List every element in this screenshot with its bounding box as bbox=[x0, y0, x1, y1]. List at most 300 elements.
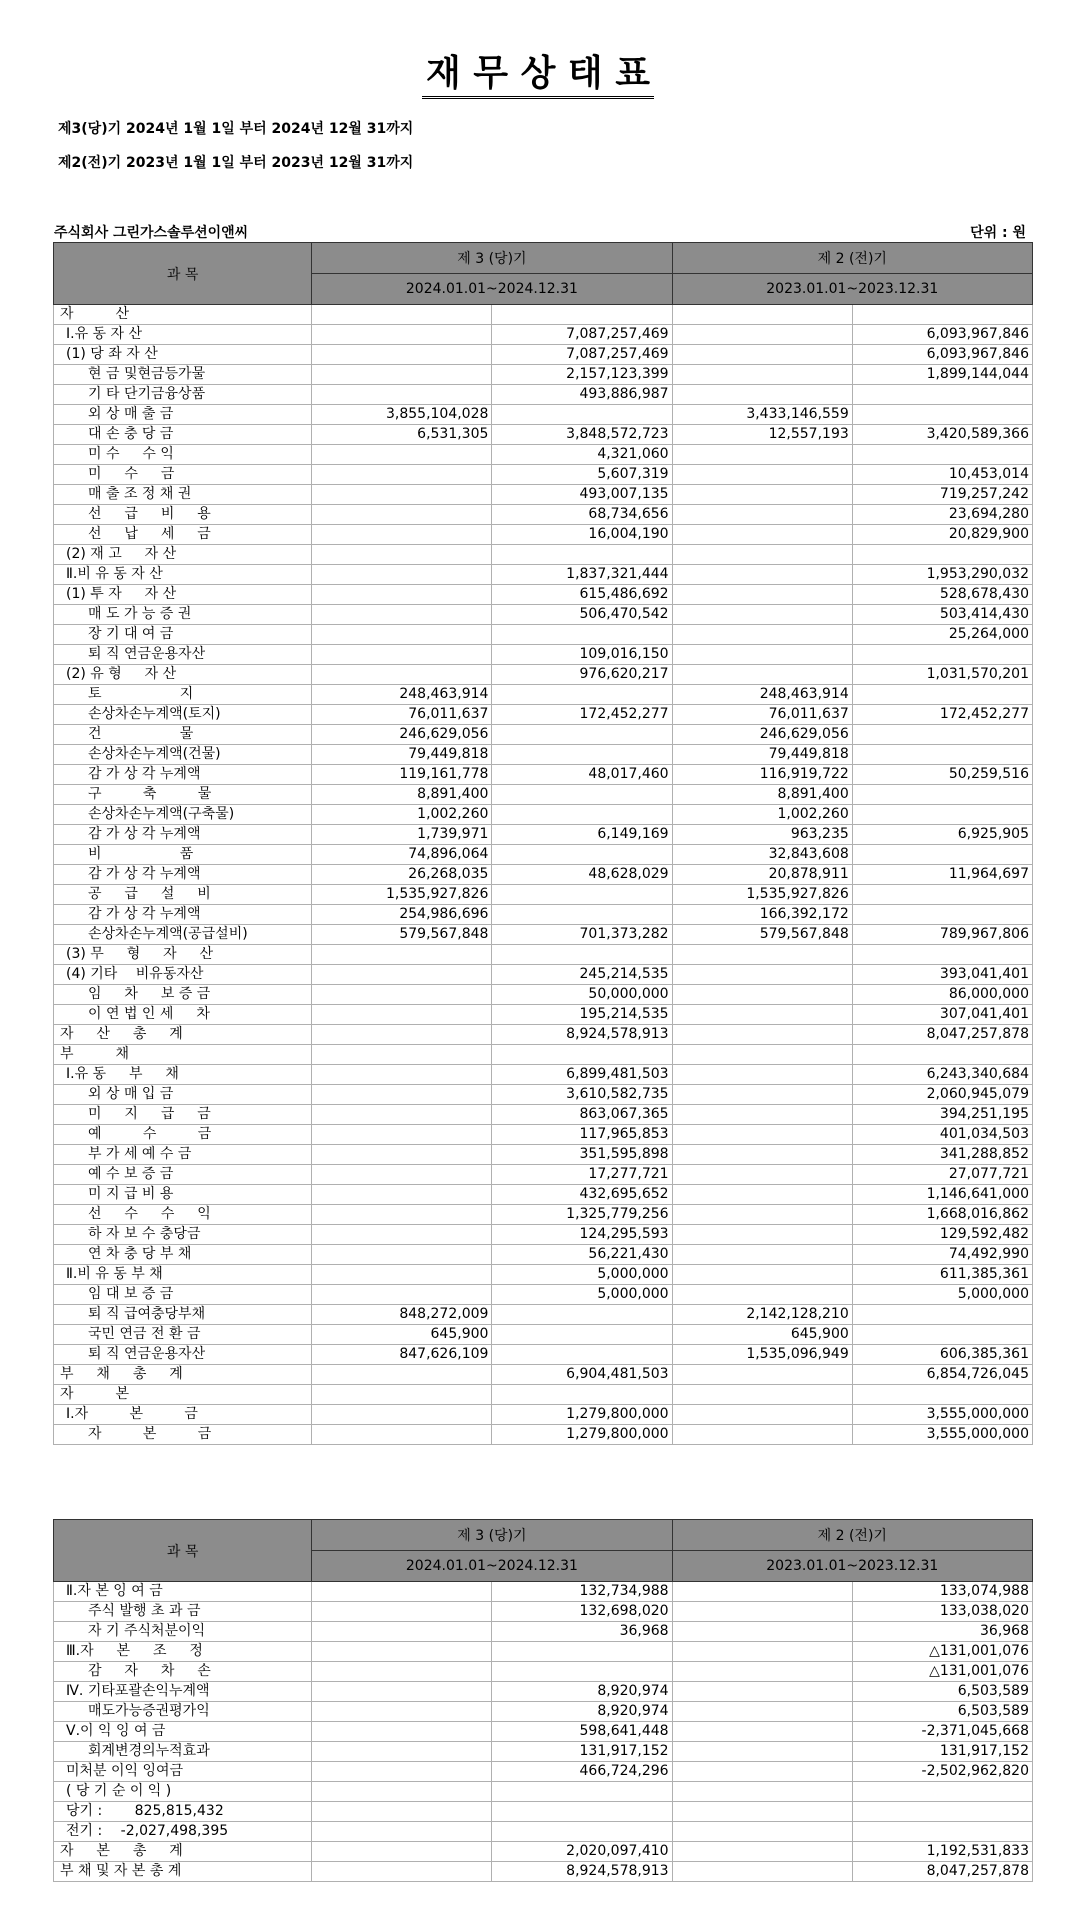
prior-detail-cell bbox=[672, 965, 852, 985]
prior-total-cell bbox=[852, 945, 1032, 965]
prior-total-cell: 129,592,482 bbox=[852, 1225, 1032, 1245]
account-label: 선 납 세 금 bbox=[54, 525, 312, 545]
current-total-cell: 3,610,582,735 bbox=[492, 1085, 672, 1105]
table-row bbox=[54, 545, 1033, 565]
header-current-term: 제 3 (당)기 bbox=[312, 243, 672, 274]
current-detail-cell: 1,002,260 bbox=[312, 805, 492, 825]
prior-total-cell bbox=[852, 445, 1032, 465]
current-detail-cell: 248,463,914 bbox=[312, 685, 492, 705]
current-total-cell: 131,917,152 bbox=[492, 1742, 672, 1762]
prior-total-cell bbox=[852, 785, 1032, 805]
current-total-cell: 506,470,542 bbox=[492, 605, 672, 625]
account-label: 미처분 이익 잉여금 bbox=[54, 1762, 312, 1782]
table-row bbox=[54, 1205, 1033, 1225]
current-detail-cell: 8,891,400 bbox=[312, 785, 492, 805]
prior-detail-cell bbox=[672, 1762, 852, 1782]
prior-total-cell: -2,502,962,820 bbox=[852, 1762, 1032, 1782]
current-detail-cell bbox=[312, 1602, 492, 1622]
prior-detail-cell bbox=[672, 525, 852, 545]
prior-detail-cell bbox=[672, 1385, 852, 1405]
table-row bbox=[54, 1365, 1033, 1385]
table-row bbox=[54, 785, 1033, 805]
prior-total-cell bbox=[852, 1325, 1032, 1345]
current-detail-cell: 6,531,305 bbox=[312, 425, 492, 445]
current-total-cell: 2,020,097,410 bbox=[492, 1842, 672, 1862]
table-row bbox=[54, 1722, 1033, 1742]
current-detail-cell bbox=[312, 1642, 492, 1662]
table-row bbox=[54, 1662, 1033, 1682]
table-row bbox=[54, 365, 1033, 385]
current-total-cell bbox=[492, 745, 672, 765]
account-label: 자 본 총 계 bbox=[54, 1842, 312, 1862]
prior-detail-cell bbox=[672, 585, 852, 605]
prior-total-cell: 307,041,401 bbox=[852, 1005, 1032, 1025]
prior-total-cell: 503,414,430 bbox=[852, 605, 1032, 625]
prior-detail-cell bbox=[672, 985, 852, 1005]
prior-total-cell: 27,077,721 bbox=[852, 1165, 1032, 1185]
account-label: 부 채 bbox=[54, 1045, 312, 1065]
prior-total-cell bbox=[852, 745, 1032, 765]
current-total-cell: 4,321,060 bbox=[492, 445, 672, 465]
current-detail-cell bbox=[312, 445, 492, 465]
account-label: 자 기 주식처분이익 bbox=[54, 1622, 312, 1642]
account-label: Ⅱ.자 본 잉 여 금 bbox=[54, 1582, 312, 1602]
current-total-cell bbox=[492, 405, 672, 425]
table-row bbox=[54, 805, 1033, 825]
current-detail-cell bbox=[312, 1762, 492, 1782]
account-label: 국민 연금 전 환 금 bbox=[54, 1325, 312, 1345]
current-detail-cell bbox=[312, 565, 492, 585]
prior-detail-cell: 2,142,128,210 bbox=[672, 1305, 852, 1325]
table-row bbox=[54, 1105, 1033, 1125]
table-row bbox=[54, 405, 1033, 425]
current-detail-cell bbox=[312, 1782, 492, 1802]
prior-total-cell: 606,385,361 bbox=[852, 1345, 1032, 1365]
account-label: 미 지 급 금 bbox=[54, 1105, 312, 1125]
prior-total-cell: 8,047,257,878 bbox=[852, 1025, 1032, 1045]
account-label: Ⅰ.자 본 금 bbox=[54, 1405, 312, 1425]
current-detail-cell bbox=[312, 1862, 492, 1882]
current-detail-cell bbox=[312, 585, 492, 605]
balance-sheet-table-1 bbox=[53, 242, 1033, 1445]
table-row bbox=[54, 1085, 1033, 1105]
prior-detail-cell: 963,235 bbox=[672, 825, 852, 845]
prior-detail-cell bbox=[672, 665, 852, 685]
prior-detail-cell: 8,891,400 bbox=[672, 785, 852, 805]
table-row bbox=[54, 705, 1033, 725]
current-total-cell: 598,641,448 bbox=[492, 1722, 672, 1742]
prior-total-cell: 5,000,000 bbox=[852, 1285, 1032, 1305]
current-detail-cell: 76,011,637 bbox=[312, 705, 492, 725]
prior-total-cell bbox=[852, 1822, 1032, 1842]
account-label: 부 가 세 예 수 금 bbox=[54, 1145, 312, 1165]
current-total-cell bbox=[492, 1385, 672, 1405]
current-detail-cell: 119,161,778 bbox=[312, 765, 492, 785]
prior-total-cell: 6,243,340,684 bbox=[852, 1065, 1032, 1085]
account-label: ( 당 기 순 이 익 ) bbox=[54, 1782, 312, 1802]
prior-detail-cell bbox=[672, 485, 852, 505]
current-total-cell bbox=[492, 1822, 672, 1842]
current-total-cell bbox=[492, 1305, 672, 1325]
prior-total-cell: 6,503,589 bbox=[852, 1702, 1032, 1722]
current-total-cell bbox=[492, 725, 672, 745]
current-total-cell: 1,279,800,000 bbox=[492, 1425, 672, 1445]
table-row bbox=[54, 485, 1033, 505]
prior-total-cell: 341,288,852 bbox=[852, 1145, 1032, 1165]
prior-detail-cell bbox=[672, 1622, 852, 1642]
current-total-cell: 195,214,535 bbox=[492, 1005, 672, 1025]
prior-total-cell bbox=[852, 1782, 1032, 1802]
prior-detail-cell bbox=[672, 1602, 852, 1622]
table-row bbox=[54, 1842, 1033, 1862]
prior-total-cell bbox=[852, 1802, 1032, 1822]
prior-total-cell: 133,074,988 bbox=[852, 1582, 1032, 1602]
prior-total-cell: 74,492,990 bbox=[852, 1245, 1032, 1265]
current-total-cell bbox=[492, 1642, 672, 1662]
table-row bbox=[54, 585, 1033, 605]
current-total-cell bbox=[492, 305, 672, 325]
current-detail-cell bbox=[312, 1085, 492, 1105]
current-detail-cell: 79,449,818 bbox=[312, 745, 492, 765]
prior-total-cell bbox=[852, 885, 1032, 905]
current-detail-cell bbox=[312, 1165, 492, 1185]
prior-detail-cell bbox=[672, 1582, 852, 1602]
table-row bbox=[54, 1025, 1033, 1045]
prior-total-cell: 10,453,014 bbox=[852, 465, 1032, 485]
current-total-cell: 701,373,282 bbox=[492, 925, 672, 945]
prior-detail-cell bbox=[672, 1165, 852, 1185]
current-total-cell: 36,968 bbox=[492, 1622, 672, 1642]
account-label: 공 급 설 비 bbox=[54, 885, 312, 905]
current-total-cell: 68,734,656 bbox=[492, 505, 672, 525]
current-total-cell bbox=[492, 945, 672, 965]
account-label: 임 차 보 증 금 bbox=[54, 985, 312, 1005]
prior-total-cell: 131,917,152 bbox=[852, 1742, 1032, 1762]
prior-detail-cell bbox=[672, 1065, 852, 1085]
current-total-cell bbox=[492, 785, 672, 805]
current-detail-cell bbox=[312, 1025, 492, 1045]
current-detail-cell bbox=[312, 1682, 492, 1702]
table-row bbox=[54, 725, 1033, 745]
prior-total-cell: 86,000,000 bbox=[852, 985, 1032, 1005]
prior-detail-cell: 76,011,637 bbox=[672, 705, 852, 725]
table-row bbox=[54, 385, 1033, 405]
prior-total-cell: 2,060,945,079 bbox=[852, 1085, 1032, 1105]
prior-detail-cell bbox=[672, 605, 852, 625]
current-total-cell: 5,000,000 bbox=[492, 1285, 672, 1305]
account-label: 외 상 매 입 금 bbox=[54, 1085, 312, 1105]
current-detail-cell bbox=[312, 1005, 492, 1025]
table-row bbox=[54, 1682, 1033, 1702]
current-detail-cell: 848,272,009 bbox=[312, 1305, 492, 1325]
table-row bbox=[54, 1325, 1033, 1345]
table-row bbox=[54, 305, 1033, 325]
table-row bbox=[54, 665, 1033, 685]
current-detail-cell bbox=[312, 465, 492, 485]
table-row bbox=[54, 625, 1033, 645]
table-row bbox=[54, 1345, 1033, 1365]
current-total-cell bbox=[492, 625, 672, 645]
current-detail-cell bbox=[312, 1405, 492, 1425]
prior-total-cell: 611,385,361 bbox=[852, 1265, 1032, 1285]
current-total-cell: 6,149,169 bbox=[492, 825, 672, 845]
current-total-cell: 493,886,987 bbox=[492, 385, 672, 405]
current-total-cell bbox=[492, 545, 672, 565]
prior-detail-cell bbox=[672, 345, 852, 365]
account-label: (1) 당 좌 자 산 bbox=[54, 345, 312, 365]
current-total-cell bbox=[492, 805, 672, 825]
prior-total-cell: 6,093,967,846 bbox=[852, 345, 1032, 365]
account-label: 감 자 차 손 bbox=[54, 1662, 312, 1682]
current-total-cell: 16,004,190 bbox=[492, 525, 672, 545]
table-2-body bbox=[54, 1582, 1033, 1882]
current-total-cell: 7,087,257,469 bbox=[492, 345, 672, 365]
current-total-cell bbox=[492, 1045, 672, 1065]
prior-detail-cell: 248,463,914 bbox=[672, 685, 852, 705]
table-row bbox=[54, 1405, 1033, 1425]
prior-detail-cell bbox=[672, 1822, 852, 1842]
prior-total-cell: 36,968 bbox=[852, 1622, 1032, 1642]
current-total-cell: 2,157,123,399 bbox=[492, 365, 672, 385]
table-row bbox=[54, 345, 1033, 365]
header-prior-dates: 2023.01.01~2023.12.31 bbox=[672, 1551, 1032, 1582]
header-prior-dates: 2023.01.01~2023.12.31 bbox=[672, 274, 1032, 305]
current-detail-cell bbox=[312, 1722, 492, 1742]
current-total-cell: 1,837,321,444 bbox=[492, 565, 672, 585]
prior-detail-cell bbox=[672, 305, 852, 325]
prior-total-cell bbox=[852, 1045, 1032, 1065]
account-label: Ⅱ.비 유 동 자 산 bbox=[54, 565, 312, 585]
prior-detail-cell bbox=[672, 1045, 852, 1065]
current-total-cell: 245,214,535 bbox=[492, 965, 672, 985]
prior-detail-cell bbox=[672, 1005, 852, 1025]
table-row bbox=[54, 1245, 1033, 1265]
prior-detail-cell bbox=[672, 1405, 852, 1425]
document-title: 재 무 상 태 표 bbox=[0, 52, 1076, 99]
header-current-dates: 2024.01.01~2024.12.31 bbox=[312, 274, 672, 305]
prior-detail-cell: 246,629,056 bbox=[672, 725, 852, 745]
table-row bbox=[54, 505, 1033, 525]
prior-detail-cell bbox=[672, 1722, 852, 1742]
account-label: Ⅰ.유 동 부 채 bbox=[54, 1065, 312, 1085]
prior-total-cell: 3,420,589,366 bbox=[852, 425, 1032, 445]
account-label: 비 품 bbox=[54, 845, 312, 865]
current-detail-cell bbox=[312, 345, 492, 365]
table-row bbox=[54, 445, 1033, 465]
account-label: 손상차손누계액(토지) bbox=[54, 705, 312, 725]
prior-total-cell: 394,251,195 bbox=[852, 1105, 1032, 1125]
account-label: 퇴 직 연금운용자산 bbox=[54, 1345, 312, 1365]
current-total-cell: 8,924,578,913 bbox=[492, 1025, 672, 1045]
account-label: (1) 투 자 자 산 bbox=[54, 585, 312, 605]
current-detail-cell bbox=[312, 1245, 492, 1265]
prior-detail-cell bbox=[672, 1185, 852, 1205]
table-row bbox=[54, 1005, 1033, 1025]
account-label: 예 수 금 bbox=[54, 1125, 312, 1145]
prior-total-cell: 172,452,277 bbox=[852, 705, 1032, 725]
current-total-cell: 172,452,277 bbox=[492, 705, 672, 725]
period-prior: 제2(전)기 2023년 1월 1일 부터 2023년 12월 31까지 bbox=[58, 155, 414, 171]
prior-total-cell: 50,259,516 bbox=[852, 765, 1032, 785]
prior-total-cell bbox=[852, 1305, 1032, 1325]
current-detail-cell bbox=[312, 525, 492, 545]
prior-detail-cell bbox=[672, 645, 852, 665]
prior-total-cell: 1,953,290,032 bbox=[852, 565, 1032, 585]
account-label: 임 대 보 증 금 bbox=[54, 1285, 312, 1305]
prior-detail-cell: 1,002,260 bbox=[672, 805, 852, 825]
prior-total-cell: 528,678,430 bbox=[852, 585, 1032, 605]
account-label: 감 가 상 각 누계액 bbox=[54, 825, 312, 845]
table-row bbox=[54, 1742, 1033, 1762]
table-row bbox=[54, 1782, 1033, 1802]
current-detail-cell bbox=[312, 1185, 492, 1205]
table-row bbox=[54, 865, 1033, 885]
prior-detail-cell: 166,392,172 bbox=[672, 905, 852, 925]
account-label: 자 산 bbox=[54, 305, 312, 325]
account-label: Ⅰ.유 동 자 산 bbox=[54, 325, 312, 345]
account-label: 감 가 상 각 누계액 bbox=[54, 865, 312, 885]
prior-total-cell bbox=[852, 545, 1032, 565]
account-label: 토 지 bbox=[54, 685, 312, 705]
prior-detail-cell: 20,878,911 bbox=[672, 865, 852, 885]
account-label: (2) 유 형 자 산 bbox=[54, 665, 312, 685]
account-label: 퇴 직 급여충당부채 bbox=[54, 1305, 312, 1325]
prior-detail-cell bbox=[672, 1642, 852, 1662]
prior-detail-cell bbox=[672, 945, 852, 965]
prior-total-cell bbox=[852, 905, 1032, 925]
account-label: 자 본 bbox=[54, 1385, 312, 1405]
prior-total-cell: 3,555,000,000 bbox=[852, 1405, 1032, 1425]
current-total-cell: 863,067,365 bbox=[492, 1105, 672, 1125]
account-label: 손상차손누계액(건물) bbox=[54, 745, 312, 765]
table-row bbox=[54, 965, 1033, 985]
current-total-cell bbox=[492, 885, 672, 905]
current-total-cell: 8,920,974 bbox=[492, 1702, 672, 1722]
current-detail-cell: 74,896,064 bbox=[312, 845, 492, 865]
account-label: 감 가 상 각 누계액 bbox=[54, 905, 312, 925]
prior-detail-cell bbox=[672, 1425, 852, 1445]
current-total-cell: 466,724,296 bbox=[492, 1762, 672, 1782]
prior-total-cell: 789,967,806 bbox=[852, 925, 1032, 945]
table-row bbox=[54, 1185, 1033, 1205]
prior-detail-cell bbox=[672, 1245, 852, 1265]
table-row bbox=[54, 1145, 1033, 1165]
prior-detail-cell bbox=[672, 1205, 852, 1225]
header-prior-term: 제 2 (전)기 bbox=[672, 1520, 1032, 1551]
current-total-cell: 1,325,779,256 bbox=[492, 1205, 672, 1225]
prior-total-cell bbox=[852, 1385, 1032, 1405]
current-total-cell: 615,486,692 bbox=[492, 585, 672, 605]
current-total-cell: 493,007,135 bbox=[492, 485, 672, 505]
current-detail-cell: 1,739,971 bbox=[312, 825, 492, 845]
prior-detail-cell: 1,535,927,826 bbox=[672, 885, 852, 905]
prior-total-cell bbox=[852, 805, 1032, 825]
account-label: 선 수 수 익 bbox=[54, 1205, 312, 1225]
account-label: Ⅳ. 기타포괄손익누계액 bbox=[54, 1682, 312, 1702]
prior-detail-cell bbox=[672, 1365, 852, 1385]
current-detail-cell bbox=[312, 1225, 492, 1245]
table-row bbox=[54, 825, 1033, 845]
prior-total-cell: 6,854,726,045 bbox=[852, 1365, 1032, 1385]
table-row bbox=[54, 1602, 1033, 1622]
prior-detail-cell bbox=[672, 565, 852, 585]
account-label: 미 수 금 bbox=[54, 465, 312, 485]
current-total-cell: 5,607,319 bbox=[492, 465, 672, 485]
current-total-cell: 7,087,257,469 bbox=[492, 325, 672, 345]
current-detail-cell bbox=[312, 1145, 492, 1165]
table-row bbox=[54, 1305, 1033, 1325]
table-row bbox=[54, 1622, 1033, 1642]
current-detail-cell bbox=[312, 505, 492, 525]
current-total-cell bbox=[492, 685, 672, 705]
current-detail-cell bbox=[312, 985, 492, 1005]
current-total-cell bbox=[492, 1662, 672, 1682]
prior-detail-cell bbox=[672, 385, 852, 405]
current-total-cell: 109,016,150 bbox=[492, 645, 672, 665]
current-total-cell bbox=[492, 1802, 672, 1822]
prior-detail-cell bbox=[672, 1225, 852, 1245]
account-label: 미 수 수 익 bbox=[54, 445, 312, 465]
prior-total-cell bbox=[852, 725, 1032, 745]
current-detail-cell bbox=[312, 1622, 492, 1642]
current-total-cell: 351,595,898 bbox=[492, 1145, 672, 1165]
prior-total-cell: 11,964,697 bbox=[852, 865, 1032, 885]
current-total-cell: 432,695,652 bbox=[492, 1185, 672, 1205]
prior-detail-cell bbox=[672, 1662, 852, 1682]
company-name: 주식회사 그린가스솔루션이앤씨 bbox=[54, 225, 249, 241]
current-detail-cell bbox=[312, 365, 492, 385]
current-total-cell: 48,628,029 bbox=[492, 865, 672, 885]
current-detail-cell bbox=[312, 325, 492, 345]
table-row bbox=[54, 845, 1033, 865]
prior-detail-cell bbox=[672, 1285, 852, 1305]
current-total-cell: 8,924,578,913 bbox=[492, 1862, 672, 1882]
table-1-body bbox=[54, 305, 1033, 1445]
current-detail-cell: 847,626,109 bbox=[312, 1345, 492, 1365]
current-total-cell: 3,848,572,723 bbox=[492, 425, 672, 445]
prior-total-cell bbox=[852, 405, 1032, 425]
prior-detail-cell bbox=[672, 1802, 852, 1822]
prior-total-cell: △131,001,076 bbox=[852, 1662, 1032, 1682]
prior-detail-cell: 645,900 bbox=[672, 1325, 852, 1345]
prior-total-cell: 8,047,257,878 bbox=[852, 1862, 1032, 1882]
current-total-cell: 6,904,481,503 bbox=[492, 1365, 672, 1385]
current-detail-cell bbox=[312, 1045, 492, 1065]
table-row bbox=[54, 985, 1033, 1005]
current-detail-cell bbox=[312, 1662, 492, 1682]
prior-detail-cell bbox=[672, 1085, 852, 1105]
current-detail-cell bbox=[312, 1582, 492, 1602]
prior-detail-cell bbox=[672, 505, 852, 525]
current-detail-cell: 26,268,035 bbox=[312, 865, 492, 885]
current-detail-cell bbox=[312, 945, 492, 965]
prior-detail-cell bbox=[672, 1862, 852, 1882]
account-label: 외 상 매 출 금 bbox=[54, 405, 312, 425]
current-detail-cell: 246,629,056 bbox=[312, 725, 492, 745]
account-label: 구 축 물 bbox=[54, 785, 312, 805]
prior-total-cell: △131,001,076 bbox=[852, 1642, 1032, 1662]
prior-detail-cell bbox=[672, 1742, 852, 1762]
prior-total-cell bbox=[852, 685, 1032, 705]
table-row bbox=[54, 1265, 1033, 1285]
table-row bbox=[54, 1762, 1033, 1782]
account-label: 회계변경의누적효과 bbox=[54, 1742, 312, 1762]
current-total-cell bbox=[492, 905, 672, 925]
account-label: 대 손 충 당 금 bbox=[54, 425, 312, 445]
account-label: 손상차손누계액(공급설비) bbox=[54, 925, 312, 945]
prior-total-cell: 401,034,503 bbox=[852, 1125, 1032, 1145]
prior-detail-cell: 32,843,608 bbox=[672, 845, 852, 865]
